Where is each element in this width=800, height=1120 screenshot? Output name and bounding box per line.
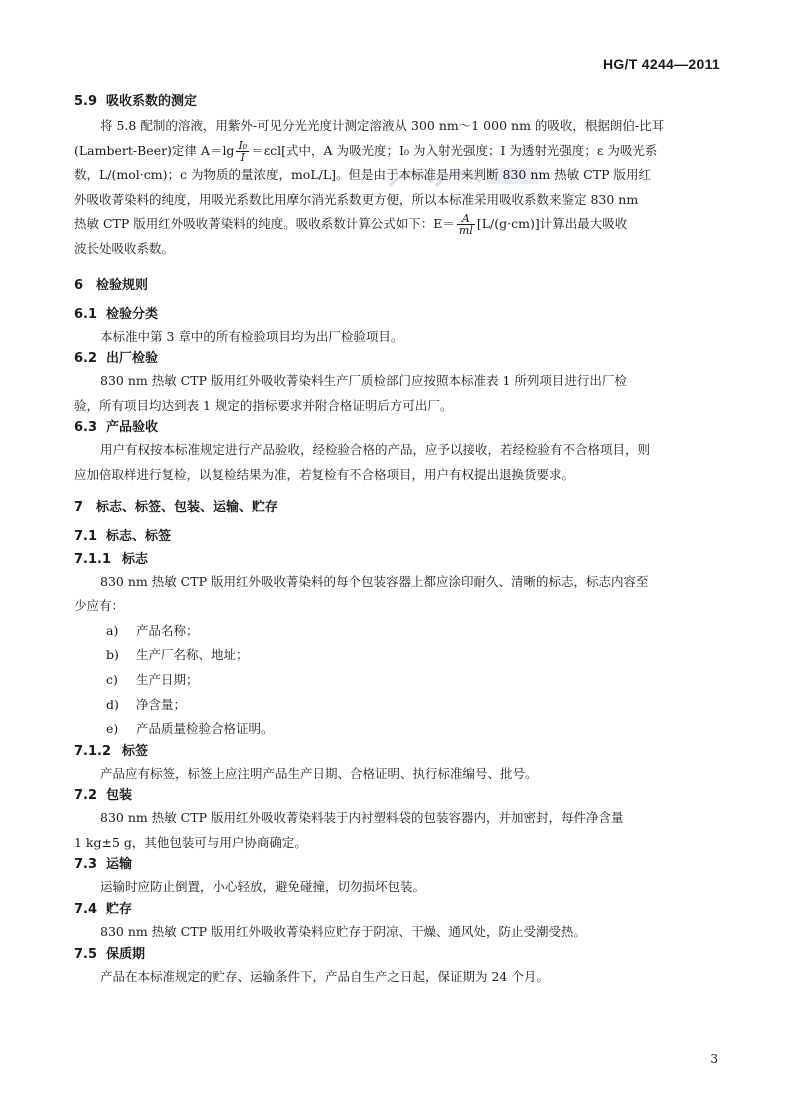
section-title: 标志、标签、包装、运输、贮存 [96,499,279,515]
list-item-label: a) [106,622,119,638]
section-7-4-heading [74,900,726,920]
paragraph-line: 830 nm 热敏 CTP 版用红外吸收菁染料应贮存于阴凉、干燥、通风处，防止受潮受热。 [100,924,586,940]
formula-text: [L/(g·cm)]计算出最大吸收 [476,216,628,232]
fraction-numerator: I₀ [238,138,248,152]
standard-code: HG/T 4244—2011 [602,56,720,72]
list-item-text: 净含量； [136,696,187,712]
fraction-denominator: ml [458,224,473,238]
section-number: 6.1 [74,306,98,322]
section-7-2-heading [74,786,726,806]
list-item-label: e) [106,721,119,737]
formula-text: (Lambert-Beer)定律 A＝lg [74,142,235,158]
section-number: 6.3 [74,420,98,436]
section-number: 6 [74,277,84,293]
paragraph-line: 运输时应防止倒置，小心轻放，避免碰撞，切勿损坏包装。 [100,879,426,895]
section-title: 标志 [122,551,149,567]
list-item-label: c) [106,671,118,687]
paragraph-line: 将 5.8 配制的溶液，用紫外-可见分光光度计测定溶液从 300 nm～1 000 nm 的吸收，根据朗伯-比耳 [100,118,665,133]
section-7-1-heading [74,527,726,547]
section-7-1-2-heading [74,742,726,762]
list-item [74,717,726,742]
section-number: 7.1.2 [74,743,112,759]
list-item-label: d) [106,696,119,712]
paragraph-line: 用户有权按本标准规定进行产品验收，经检验合格的产品，应予以接收，若经检验有不合格项目，则 [100,442,651,458]
marking-content-list [74,619,726,742]
paragraph-line: 外吸收菁染料的纯度，用吸光系数比用摩尔消光系数更方便，所以本标准采用吸收系数来鉴定 830 nm [74,191,639,207]
section-7-3-heading [74,855,726,875]
document-body [74,92,726,989]
section-number: 7.2 [74,788,98,804]
fraction-numerator: A [457,213,475,225]
section-number: 7.4 [74,902,98,918]
paragraph-line: 数，L/(mol·cm)；c 为物质的量浓度，moL/L]。但是由于本标准是用来判断 830 nm 热敏 CTP 版用红 [74,167,651,183]
section-title: 标签 [122,743,149,759]
section-number: 7.1 [74,528,98,544]
paragraph-line: 830 nm 热敏 CTP 版用红外吸收菁染料装于内衬塑料袋的包装容器内，并加密封，每件净含量 [100,810,624,826]
paragraph-line: 本标准中第 3 章中的所有检验项目均为出厂检验项目。 [100,328,404,344]
paragraph-line: 少应有： [74,598,125,614]
list-item-text: 生产厂名称、地址； [136,647,249,663]
section-6-heading [74,276,726,296]
section-title: 产品验收 [106,420,159,436]
paragraph-line: 830 nm 热敏 CTP 版用红外吸收菁染料生产厂质检部门应按照本标准表 1 所列项目进行出厂检 [100,373,627,389]
list-item-text: 生产日期； [136,671,199,687]
fraction-formula [457,213,475,236]
section-number: 7.1.1 [74,551,112,567]
section-number: 6.2 [74,351,98,367]
section-number: 7.3 [74,857,98,873]
section-title: 包装 [106,788,133,804]
paragraph-line: 波长处吸收系数。 [74,240,175,256]
section-number: 7 [74,499,84,515]
section-number: 5.9 [74,94,98,109]
section-6-2-heading [74,349,726,369]
list-item [74,693,726,718]
section-7-heading [74,498,726,518]
section-title: 贮存 [106,902,133,918]
section-title: 出厂检验 [106,351,159,367]
formula-text: ＝εcl[式中，A 为吸光度；I₀ 为入射光强度；I 为透射光强度；ε 为吸光系 [251,142,658,158]
paragraph-line: 830 nm 热敏 CTP 版用红外吸收菁染料的每个包装容器上都应涂印耐久、清晰的标志，标志内容至 [100,573,649,589]
list-item-text: 产品质量检验合格证明。 [136,721,274,737]
section-6-3-heading [74,418,726,438]
list-item-text: 产品名称； [136,622,199,638]
list-item [74,619,726,644]
paragraph-line: 验，所有项目均达到表 1 规定的指标要求并附合格证明后方可出厂。 [74,397,453,413]
list-item-label: b) [106,647,119,663]
paragraph-line: 1 kg±5 g，其他包装可与用户协商确定。 [74,834,307,850]
section-title: 检验规则 [96,277,149,293]
paragraph-line: 产品应有标签，标签上应注明产品生产日期、合格证明、执行标准编号、批号。 [100,765,538,781]
paragraph-line [74,212,726,237]
fraction-formula [236,140,249,163]
paragraph-line [74,139,726,164]
section-number: 7.5 [74,946,98,962]
section-title: 标志、标签 [106,528,172,544]
section-title: 吸收系数的测定 [106,94,198,109]
section-7-5-heading [74,945,726,965]
section-title: 保质期 [106,946,146,962]
section-7-1-1-heading [74,550,726,570]
section-title: 检验分类 [106,306,159,322]
list-item [74,643,726,668]
section-title: 运输 [106,857,133,873]
paragraph-line: 应加倍取样进行复检，以复检结果为准，若复检有不合格项目，用户有权提出退换货要求。 [74,466,575,482]
section-6-1-heading [74,305,726,325]
page-number: 3 [710,1052,718,1066]
list-item [74,668,726,693]
formula-text: 热敏 CTP 版用红外吸收菁染料的纯度。吸收系数计算公式如下：E＝ [74,216,455,232]
fraction-denominator: I [240,150,245,164]
paragraph-line: 产品在本标准规定的贮存、运输条件下，产品自生产之日起，保证期为 24 个月。 [100,968,549,984]
section-5-9-heading [74,92,726,112]
